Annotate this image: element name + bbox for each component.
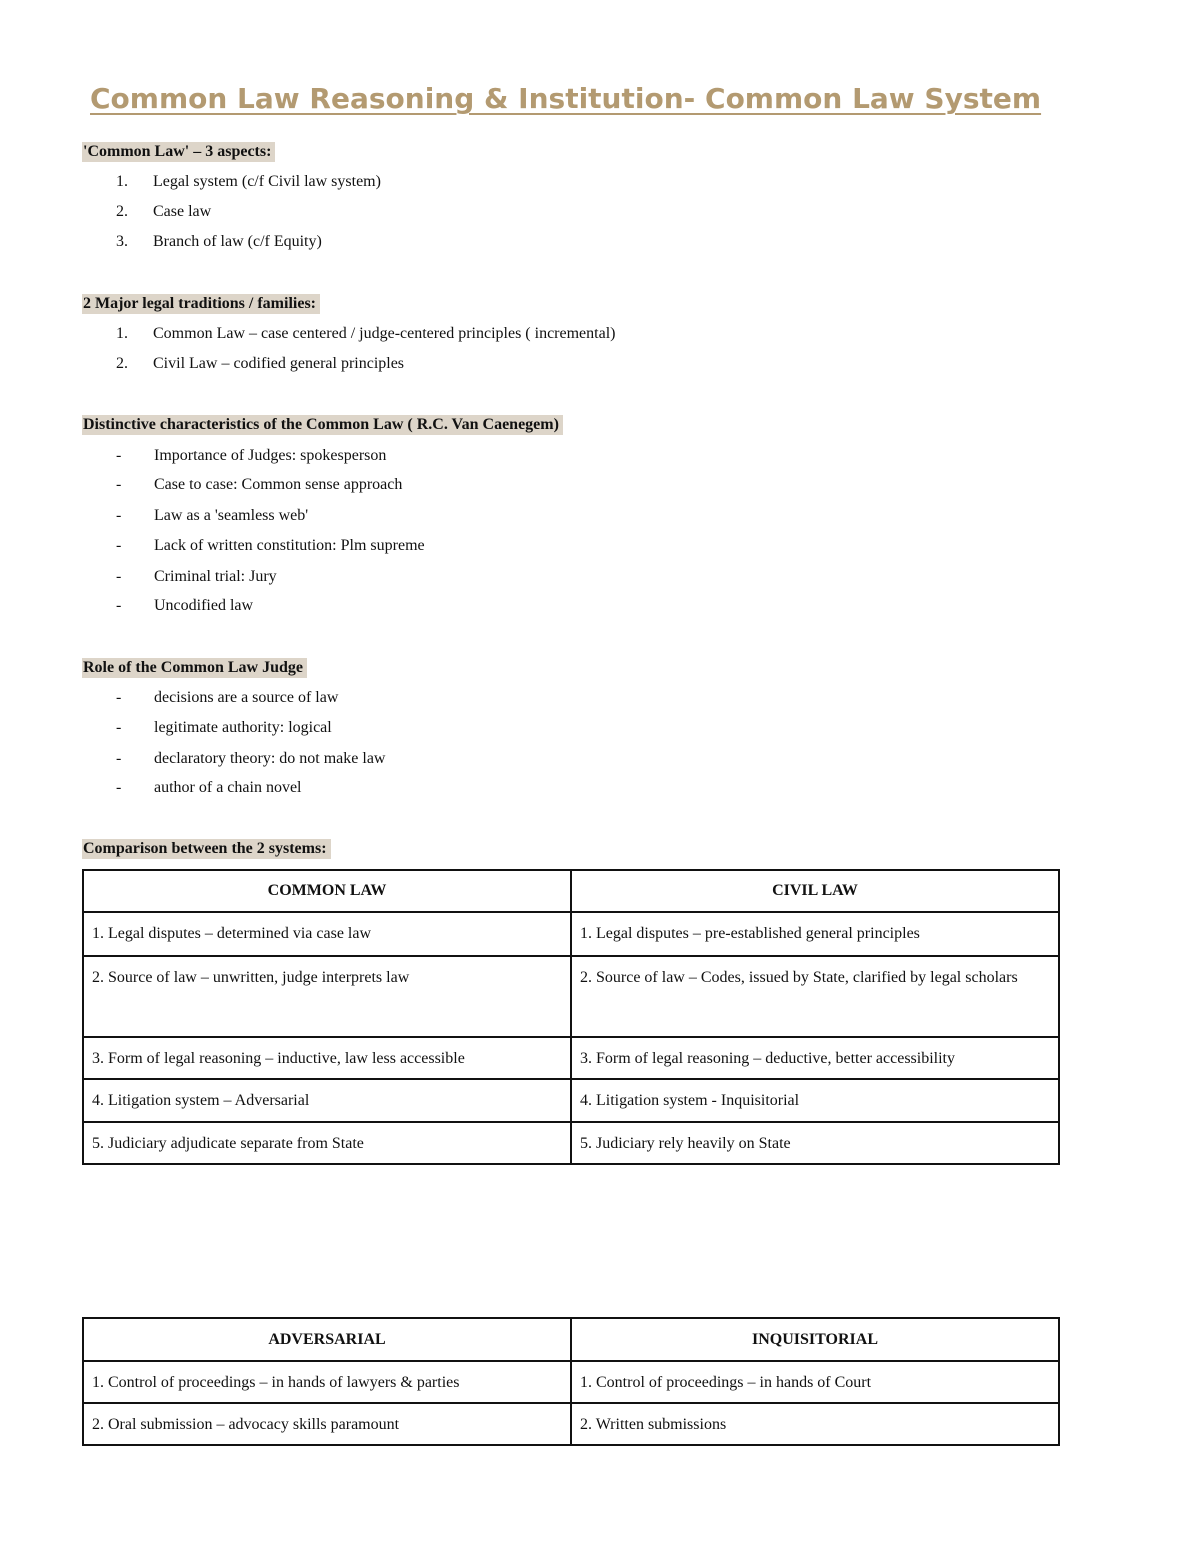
- litigation-table: [82, 1317, 1060, 1446]
- list-bullet: -: [116, 507, 122, 524]
- section-heading-judge-role: Role of the Common Law Judge: [82, 658, 307, 678]
- list-item-text: Lack of written constitution: Plm supreme: [154, 537, 425, 554]
- comparison-table: [82, 869, 1060, 1165]
- list-item: [116, 507, 308, 525]
- table-cell: 3. Form of legal reasoning – inductive, law less accessible: [83, 1037, 571, 1079]
- table-cell: 3. Form of legal reasoning – deductive, better accessibility: [571, 1037, 1059, 1079]
- list-item-text: Law as a 'seamless web': [154, 507, 309, 524]
- list-bullet: -: [116, 689, 122, 706]
- list-item: [116, 568, 277, 586]
- list-item-text: decisions are a source of law: [154, 689, 339, 706]
- list-item: [116, 689, 338, 707]
- list-item: [116, 779, 302, 797]
- table-cell: 5. Judiciary adjudicate separate from State: [83, 1122, 571, 1164]
- list-item: [116, 719, 332, 737]
- table-header: CIVIL LAW: [571, 870, 1059, 912]
- list-number: 2.: [116, 355, 128, 372]
- list-bullet: -: [116, 750, 122, 767]
- table-row: [83, 1037, 1059, 1079]
- table-cell: 4. Litigation system – Adversarial: [83, 1079, 571, 1122]
- list-bullet: -: [116, 447, 122, 464]
- list-number: 2.: [116, 203, 128, 220]
- section-heading-aspects: 'Common Law' – 3 aspects:: [82, 142, 275, 162]
- list-item-text: Criminal trial: Jury: [154, 568, 277, 585]
- list-item-text: Case to case: Common sense approach: [154, 476, 403, 493]
- list-bullet: -: [116, 568, 122, 585]
- list-item: [116, 597, 253, 615]
- list-number: 1.: [116, 173, 128, 190]
- table-header: INQUISITORIAL: [571, 1318, 1059, 1361]
- table-cell: 1. Legal disputes – pre-established general principles: [571, 912, 1059, 956]
- list-item: [116, 203, 211, 221]
- table-header: COMMON LAW: [83, 870, 571, 912]
- table-cell: 1. Control of proceedings – in hands of Court: [571, 1361, 1059, 1403]
- section-heading-comparison: Comparison between the 2 systems:: [82, 839, 331, 859]
- list-number: 3.: [116, 233, 128, 250]
- list-bullet: -: [116, 476, 122, 493]
- table-cell: 5. Judiciary rely heavily on State: [571, 1122, 1059, 1164]
- table-cell: 2. Source of law – unwritten, judge interprets law: [83, 956, 571, 1037]
- table-cell: 2. Written submissions: [571, 1403, 1059, 1445]
- list-item-text: Civil Law – codified general principles: [153, 355, 405, 372]
- table-cell: 4. Litigation system - Inquisitorial: [571, 1079, 1059, 1122]
- table-row: [83, 1079, 1059, 1122]
- table-cell: 1. Control of proceedings – in hands of lawyers & parties: [83, 1361, 571, 1403]
- list-item: [116, 537, 425, 555]
- list-bullet: -: [116, 719, 122, 736]
- list-item: [116, 750, 385, 768]
- list-bullet: -: [116, 779, 122, 796]
- list-item: [116, 173, 381, 191]
- page-title: Common Law Reasoning & Institution- Common Law System: [90, 82, 1042, 115]
- list-item-text: Branch of law (c/f Equity): [153, 233, 322, 250]
- list-item-text: declaratory theory: do not make law: [154, 750, 386, 767]
- section-heading-traditions: 2 Major legal traditions / families:: [82, 294, 320, 314]
- list-number: 1.: [116, 325, 128, 342]
- table-header-row: [83, 870, 1059, 912]
- list-item-text: Importance of Judges: spokesperson: [154, 447, 387, 464]
- table-cell: 1. Legal disputes – determined via case law: [83, 912, 571, 956]
- list-item-text: legitimate authority: logical: [154, 719, 332, 736]
- list-item-text: Uncodified law: [154, 597, 254, 614]
- list-item: [116, 355, 404, 373]
- table-cell: 2. Oral submission – advocacy skills paramount: [83, 1403, 571, 1445]
- list-item: [116, 447, 386, 465]
- table-row: [83, 1361, 1059, 1403]
- list-item-text: Case law: [153, 203, 212, 220]
- list-item-text: Legal system (c/f Civil law system): [153, 173, 381, 190]
- table-header-row: [83, 1318, 1059, 1361]
- list-item: [116, 325, 615, 343]
- table-cell: 2. Source of law – Codes, issued by State, clarified by legal scholars: [571, 956, 1059, 1037]
- list-item-text: author of a chain novel: [154, 779, 302, 796]
- table-header: ADVERSARIAL: [83, 1318, 571, 1361]
- table-row: [83, 956, 1059, 1037]
- list-item: [116, 233, 322, 251]
- list-bullet: -: [116, 597, 122, 614]
- list-item-text: Common Law – case centered / judge-centered principles ( incremental): [153, 325, 616, 342]
- section-heading-characteristics: Distinctive characteristics of the Common Law ( R.C. Van Caenegem): [82, 415, 563, 435]
- list-bullet: -: [116, 537, 122, 554]
- table-row: [83, 912, 1059, 956]
- list-item: [116, 476, 402, 494]
- table-row: [83, 1403, 1059, 1445]
- table-row: [83, 1122, 1059, 1164]
